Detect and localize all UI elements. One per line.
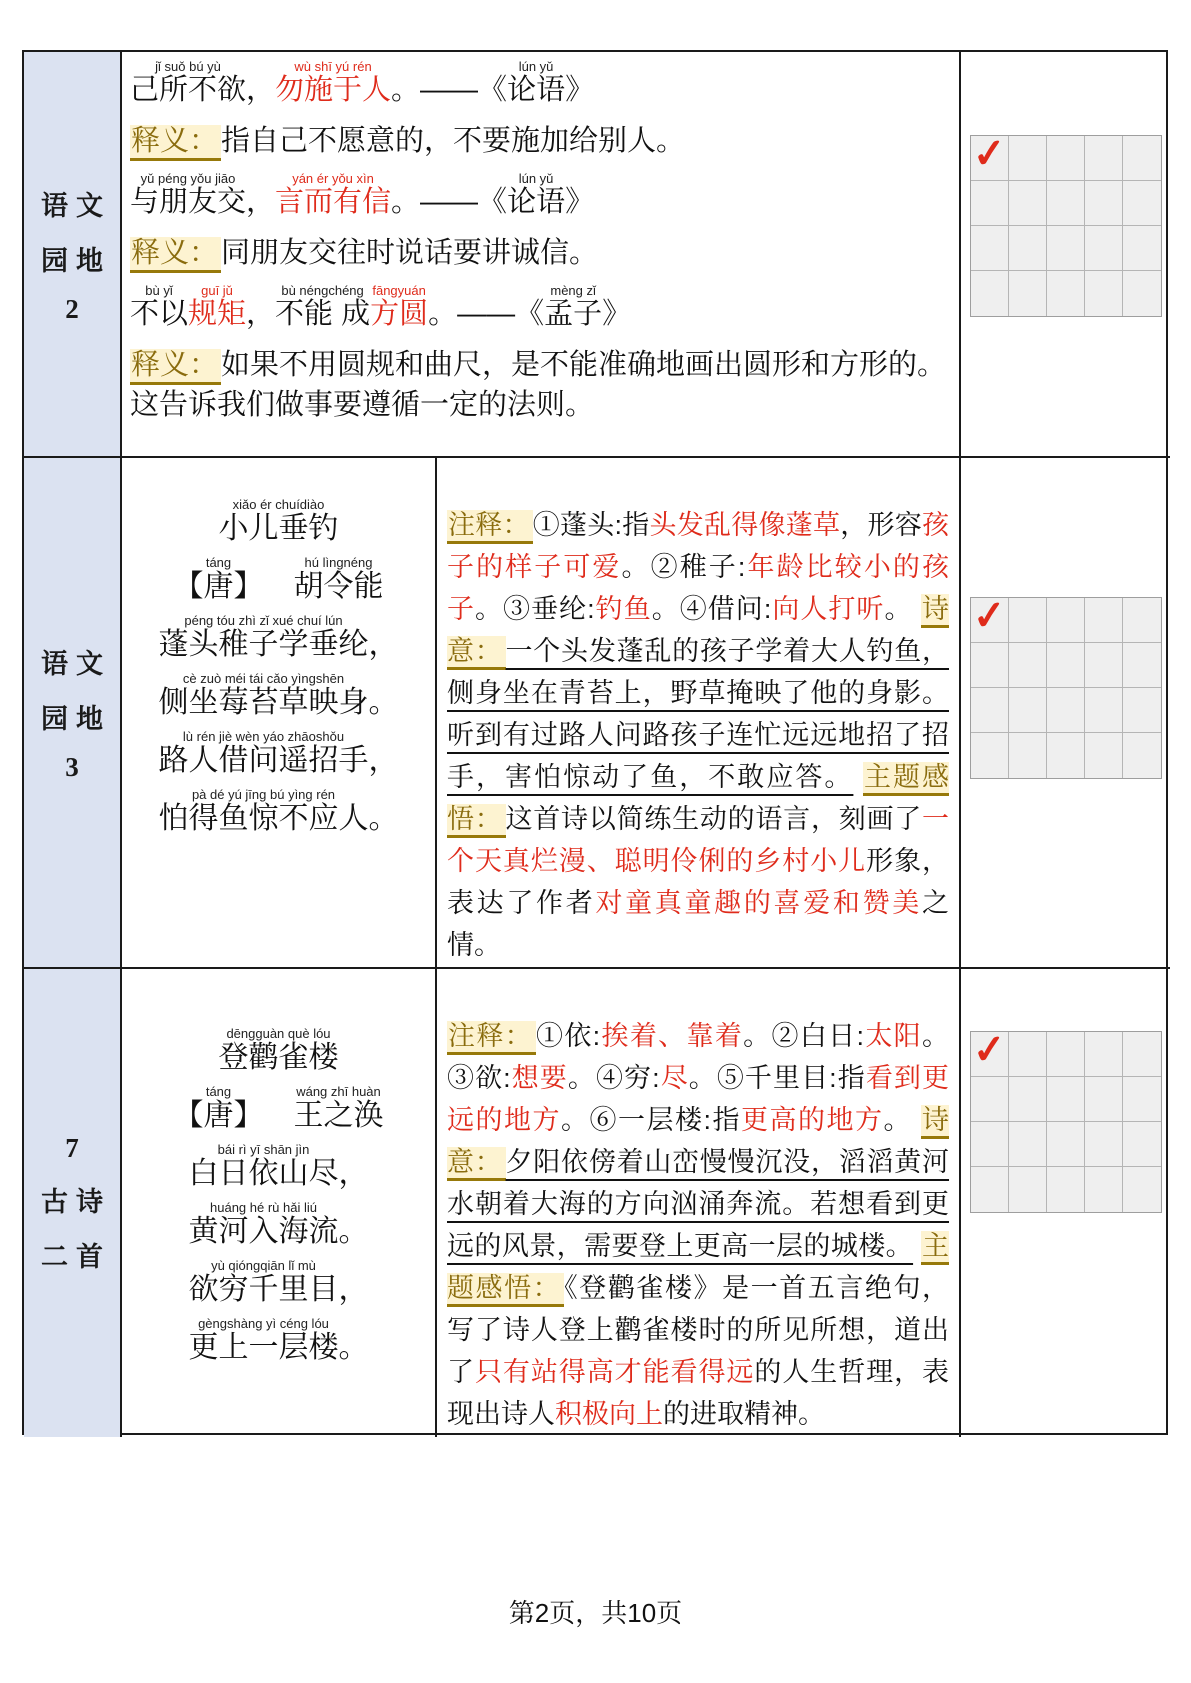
grid-square <box>1085 598 1123 643</box>
pinyin-annotation: yù qióngqiān lǐ mù <box>188 1258 339 1273</box>
sidebar-line: 古诗 <box>41 1186 111 1217</box>
pinyin-annotation: yán ér yǒu xìn <box>275 171 392 187</box>
grid-square <box>1047 688 1085 733</box>
grid-square <box>971 643 1009 688</box>
proverb-explanation <box>130 233 949 273</box>
poem-verse <box>122 1259 435 1308</box>
grid-square <box>1123 733 1161 778</box>
grid-square <box>1009 643 1047 688</box>
pinyin-annotation: bù néngchéng <box>275 283 371 299</box>
grid-square <box>1047 136 1085 181</box>
sidebar-line: 3 <box>65 752 87 782</box>
pinyin-annotation: lún yǔ <box>507 171 566 187</box>
grid-square <box>1085 1122 1123 1167</box>
grid-square <box>970 592 1009 643</box>
section-label: 注释： <box>447 510 533 544</box>
grid-square <box>1123 1122 1161 1167</box>
grid-square <box>971 733 1009 778</box>
grid-square <box>1047 271 1085 316</box>
grid-square <box>970 1026 1009 1077</box>
section-label: 主题感悟： <box>447 1231 949 1307</box>
poem-verse <box>122 1201 435 1250</box>
hanzi-with-pinyin: 胡令能hú lìngnéng <box>293 555 384 603</box>
grid-square <box>971 1167 1009 1212</box>
text-segment: 尽 <box>659 1063 689 1093</box>
practice-grid <box>970 1026 1162 1213</box>
grid-square <box>1047 1122 1085 1167</box>
grid-square <box>1123 136 1161 181</box>
text-segment: 只有站得高才能看得远 <box>474 1357 755 1387</box>
text-segment: 向人打听 <box>771 594 885 624</box>
text-segment: 太阳 <box>864 1021 922 1051</box>
text-segment: 一个头发蓬乱的孩子学着大人钓鱼，侧身坐在青苔上，野草掩映了他的身影。听到有过路人问路孩子连忙远远地招了招手，害怕惊动了鱼，不敢应答。 <box>447 636 950 792</box>
text-segment: ， <box>368 628 399 661</box>
grid-square <box>1085 688 1123 733</box>
grid-square <box>1085 1032 1123 1077</box>
text-segment: 。 <box>883 1105 912 1135</box>
text-segment: 的人生哲理，表现出诗人 <box>447 1357 950 1429</box>
sidebar-line: 7 <box>65 1132 87 1163</box>
pinyin-annotation: táng <box>173 555 264 570</box>
check-mark: ✓ <box>970 1026 1008 1074</box>
sidebar-unit-yuwen-yuandi-3 <box>24 458 122 969</box>
text-segment: 。③垂纶: <box>475 594 595 624</box>
text-segment: 》 <box>602 298 632 331</box>
text-segment: 挨着、靠着 <box>600 1021 744 1051</box>
hanzi-with-pinyin: 论语lún yǔ <box>507 59 566 106</box>
section-label: 释义： <box>130 125 221 161</box>
proverb-quote <box>130 172 949 222</box>
poem-verse <box>122 1143 435 1192</box>
grid-square <box>1009 1077 1047 1122</box>
grid-square <box>1047 1167 1085 1212</box>
text-segment: 。 <box>884 594 913 624</box>
hanzi-with-pinyin: 规矩guī jǔ <box>188 283 247 331</box>
poem-verse <box>122 1317 435 1366</box>
sidebar-line: 语文 <box>41 649 111 679</box>
pinyin-annotation: wáng zhī huàn <box>293 1084 384 1099</box>
text-segment: ， <box>246 298 276 331</box>
grid-square <box>1085 271 1123 316</box>
text-segment: 。 <box>338 1215 369 1248</box>
section-label: 释义： <box>130 237 221 273</box>
pinyin-annotation: jǐ suǒ bú yù <box>130 59 247 74</box>
grid-square <box>1047 181 1085 226</box>
text-segment: 看到更远的地方 <box>447 1063 949 1135</box>
text-segment: 之情。 <box>447 888 949 960</box>
grid-square <box>1047 643 1085 688</box>
grid-square <box>1047 1032 1085 1077</box>
annotation-notes <box>447 510 949 624</box>
grid-square <box>1047 598 1085 643</box>
pinyin-annotation: bái rì yī shān jìn <box>188 1142 339 1157</box>
grid-square <box>1009 598 1047 643</box>
pinyin-annotation: lù rén jiè wèn yáo zhāoshǒu <box>158 729 369 744</box>
grid-square <box>1009 1032 1047 1077</box>
text-segment: ， <box>368 744 399 777</box>
pinyin-annotation: pà dé yú jīng bú yìng rén <box>158 787 369 802</box>
text-segment: 。③欲: <box>447 1021 949 1093</box>
text-segment: 年龄比较小的孩子 <box>447 552 950 624</box>
text-segment: 更高的地方 <box>741 1105 884 1135</box>
text-segment: 。 <box>368 686 399 719</box>
text-segment: 。 <box>368 802 399 835</box>
poem-annotations <box>437 458 961 969</box>
text-segment: 》 <box>565 186 595 219</box>
hanzi-with-pinyin: 怕得鱼惊不应人pà dé yú jīng bú yìng rén <box>158 787 369 835</box>
text-segment: 如果不用圆规和曲尺，是不能准确地画出圆形和方形的。这告诉我们做事要遵循一定的法则。 <box>130 349 947 422</box>
text-segment: 形象，表达了作者 <box>447 846 950 918</box>
text-segment: 的进取精神。 <box>663 1399 825 1429</box>
grid-square <box>1123 1032 1161 1077</box>
pinyin-annotation: lún yǔ <box>507 59 566 74</box>
grid-square <box>1009 1167 1047 1212</box>
grid-square <box>1123 598 1161 643</box>
pinyin-annotation: hú lìngnéng <box>293 555 384 570</box>
poem-xiaoer-chuidiao <box>122 458 437 969</box>
grid-square <box>1009 688 1047 733</box>
grid-square <box>1009 181 1047 226</box>
text-segment: 同朋友交往时说话要讲诚信。 <box>221 237 599 270</box>
grid-square <box>1085 181 1123 226</box>
grid-square <box>1009 226 1047 271</box>
hanzi-with-pinyin: 勿施于人wù shī yú rén <box>275 59 392 106</box>
pinyin-annotation: huáng hé rù hǎi liú <box>188 1200 339 1215</box>
text-segment: 夕阳依傍着山峦慢慢沉没，滔滔黄河水朝着大海的方向汹涌奔流。若想看到更远的风景，需要登上更高一层的城楼。 <box>447 1147 950 1261</box>
text-segment: 。④穷: <box>567 1063 660 1093</box>
poem-verse <box>122 672 435 721</box>
sidebar-line: 园地 <box>41 704 111 734</box>
proverbs-content <box>122 52 961 458</box>
hanzi-with-pinyin: 【唐】táng <box>173 555 264 603</box>
text-segment: 。④借问: <box>651 594 772 624</box>
hanzi-with-pinyin: 论语lún yǔ <box>507 171 566 219</box>
hanzi-with-pinyin: 侧坐莓苔草映身cè zuò méi tái cǎo yìngshēn <box>158 671 369 719</box>
sidebar-unit-gushi-ershou <box>24 969 122 1437</box>
hanzi-with-pinyin: 言而有信yán ér yǒu xìn <box>275 171 392 219</box>
poem-deng-guanque-lou <box>122 969 437 1437</box>
poem-author <box>122 1085 435 1134</box>
grid-square <box>1085 226 1123 271</box>
pinyin-annotation: cè zuò méi tái cǎo yìngshēn <box>158 671 369 686</box>
section-label: 主题感悟： <box>447 762 949 838</box>
pinyin-annotation: dēngguàn què lóu <box>218 1026 339 1041</box>
hanzi-with-pinyin: 蓬头稚子学垂纶péng tóu zhì zǐ xué chuí lún <box>158 613 369 661</box>
text-segment: 一个天真烂漫、聪明伶俐的乡村小儿 <box>447 804 950 876</box>
grid-square <box>1123 1167 1161 1212</box>
text-segment: 。——《 <box>391 74 508 106</box>
lesson-review-table <box>22 50 1168 1435</box>
section-label: 释义： <box>130 349 221 385</box>
grid-square <box>971 271 1009 316</box>
hanzi-with-pinyin: 更上一层楼gèngshàng yì céng lóu <box>188 1316 339 1364</box>
text-segment: 。——《 <box>391 186 508 219</box>
practice-grid-cell <box>961 969 1170 1437</box>
pinyin-annotation: péng tóu zhì zǐ xué chuí lún <box>158 613 369 628</box>
text-segment: ， <box>338 1157 369 1190</box>
text-segment: 。 <box>338 1331 369 1364</box>
sidebar-line: 2 <box>65 293 87 324</box>
text-segment: 想要 <box>510 1063 568 1093</box>
grid-square <box>1123 181 1161 226</box>
practice-grid <box>970 130 1162 317</box>
text-segment: ， <box>246 74 276 106</box>
grid-square <box>1085 1077 1123 1122</box>
text-segment: 。⑤千里目:指 <box>688 1063 866 1093</box>
hanzi-with-pinyin: 路人借问遥招手lù rén jiè wèn yáo zhāoshǒu <box>158 729 369 777</box>
poem-verse <box>122 730 435 779</box>
pinyin-annotation: wù shī yú rén <box>275 59 392 74</box>
hanzi-with-pinyin: 不以bù yǐ <box>130 283 189 331</box>
hanzi-with-pinyin: 小儿垂钓xiǎo ér chuídiào <box>218 497 339 545</box>
text-segment <box>264 1099 294 1132</box>
text-segment: 指自己不愿意的，不要施加给别人。 <box>221 125 686 158</box>
grid-square <box>971 226 1009 271</box>
text-segment: 钓鱼 <box>594 594 652 624</box>
hanzi-with-pinyin: 欲穷千里目yù qióngqiān lǐ mù <box>188 1258 339 1306</box>
grid-square <box>1085 1167 1123 1212</box>
sidebar-line: 二首 <box>41 1241 111 1272</box>
text-segment: 。⑥一层楼:指 <box>561 1105 741 1135</box>
grid-square <box>1047 733 1085 778</box>
proverb-quote <box>130 284 949 334</box>
grid-square <box>1009 1122 1047 1167</box>
hanzi-with-pinyin: 王之涣wáng zhī huàn <box>293 1084 384 1132</box>
text-segment: ①依: <box>536 1021 601 1051</box>
hanzi-with-pinyin: 白日依山尽bái rì yī shān jìn <box>188 1142 339 1190</box>
text-segment: 这首诗以简练生动的语言，刻画了 <box>505 804 923 834</box>
check-mark: ✓ <box>970 592 1008 640</box>
text-segment: 。②稚子: <box>621 552 746 582</box>
text-segment: ， <box>338 1273 369 1306</box>
grid-square <box>1009 733 1047 778</box>
text-segment: ，形容 <box>840 510 922 540</box>
grid-square <box>971 688 1009 733</box>
page-number: 第2页，共10页 <box>508 1598 683 1628</box>
text-segment: 孩子的样子可爱 <box>447 510 949 582</box>
hanzi-with-pinyin: 己所不欲jǐ suǒ bú yù <box>130 59 247 106</box>
hanzi-with-pinyin: 孟子mèng zǐ <box>544 283 603 331</box>
pinyin-annotation: yǔ péng yǒu jiāo <box>130 171 246 187</box>
text-segment: ， <box>246 186 276 219</box>
grid-square <box>971 1122 1009 1167</box>
proverb-explanation <box>130 345 949 425</box>
text-segment: 。——《 <box>428 298 545 331</box>
pinyin-annotation: guī jǔ <box>188 283 247 299</box>
poem-title <box>122 1027 435 1076</box>
pinyin-annotation: táng <box>173 1084 264 1099</box>
text-segment <box>264 570 294 603</box>
practice-grid-cell <box>961 458 1170 969</box>
text-segment: 《登鹳雀楼》是一首五言绝句，写了诗人登上鹳雀楼时的所见所想，道出了 <box>447 1273 950 1387</box>
grid-square <box>1123 226 1161 271</box>
pinyin-annotation: xiǎo ér chuídiào <box>218 497 339 512</box>
grid-square <box>1123 643 1161 688</box>
poem-verse <box>122 614 435 663</box>
grid-square <box>1085 136 1123 181</box>
grid-square <box>970 130 1009 181</box>
text-segment: 头发乱得像蓬草 <box>649 510 841 540</box>
grid-square <box>1009 136 1047 181</box>
hanzi-with-pinyin: 方圆fāngyuán <box>370 283 429 331</box>
grid-square <box>1047 1077 1085 1122</box>
pinyin-annotation: gèngshàng yì céng lóu <box>188 1316 339 1331</box>
grid-square <box>1085 643 1123 688</box>
pinyin-annotation: fāngyuán <box>370 283 429 299</box>
hanzi-with-pinyin: 不能 成bù néngchéng <box>275 283 371 331</box>
proverb-explanation <box>130 121 949 161</box>
hanzi-with-pinyin: 黄河入海流huáng hé rù hǎi liú <box>188 1200 339 1248</box>
grid-square <box>971 181 1009 226</box>
text-segment: 对童真童趣的喜爱和赞美 <box>595 888 922 918</box>
section-label: 注释： <box>447 1021 536 1055</box>
check-mark: ✓ <box>970 130 1008 178</box>
poem-title <box>122 498 435 547</box>
hanzi-with-pinyin: 登鹳雀楼dēngguàn què lóu <box>218 1026 339 1074</box>
text-segment: ①蓬头:指 <box>532 510 650 540</box>
section-label: 诗意： <box>447 1105 949 1181</box>
hanzi-with-pinyin: 【唐】táng <box>173 1084 264 1132</box>
sidebar-line: 园地 <box>41 245 111 276</box>
sidebar-unit-yuwen-yuandi-2 <box>24 52 122 458</box>
poem-author <box>122 556 435 605</box>
grid-square <box>1123 1077 1161 1122</box>
grid-square <box>971 1077 1009 1122</box>
annotation-notes <box>447 1021 949 1135</box>
grid-square <box>1123 688 1161 733</box>
section-label: 诗意： <box>447 594 949 670</box>
practice-grid <box>970 592 1162 779</box>
proverb-quote <box>130 60 949 110</box>
hanzi-with-pinyin: 与朋友交yǔ péng yǒu jiāo <box>130 171 247 219</box>
pinyin-annotation: bù yǐ <box>130 283 188 299</box>
sidebar-line: 语文 <box>41 190 111 221</box>
text-segment: 》 <box>565 74 595 106</box>
practice-grid-cell <box>961 52 1170 458</box>
grid-square <box>1047 226 1085 271</box>
poem-verse <box>122 788 435 837</box>
pinyin-annotation: mèng zǐ <box>544 283 603 299</box>
poem-annotations <box>437 969 961 1437</box>
text-segment: 。②白日: <box>743 1021 864 1051</box>
grid-square <box>1085 733 1123 778</box>
grid-square <box>1009 271 1047 316</box>
text-segment: 积极向上 <box>555 1399 663 1429</box>
grid-square <box>1123 271 1161 316</box>
